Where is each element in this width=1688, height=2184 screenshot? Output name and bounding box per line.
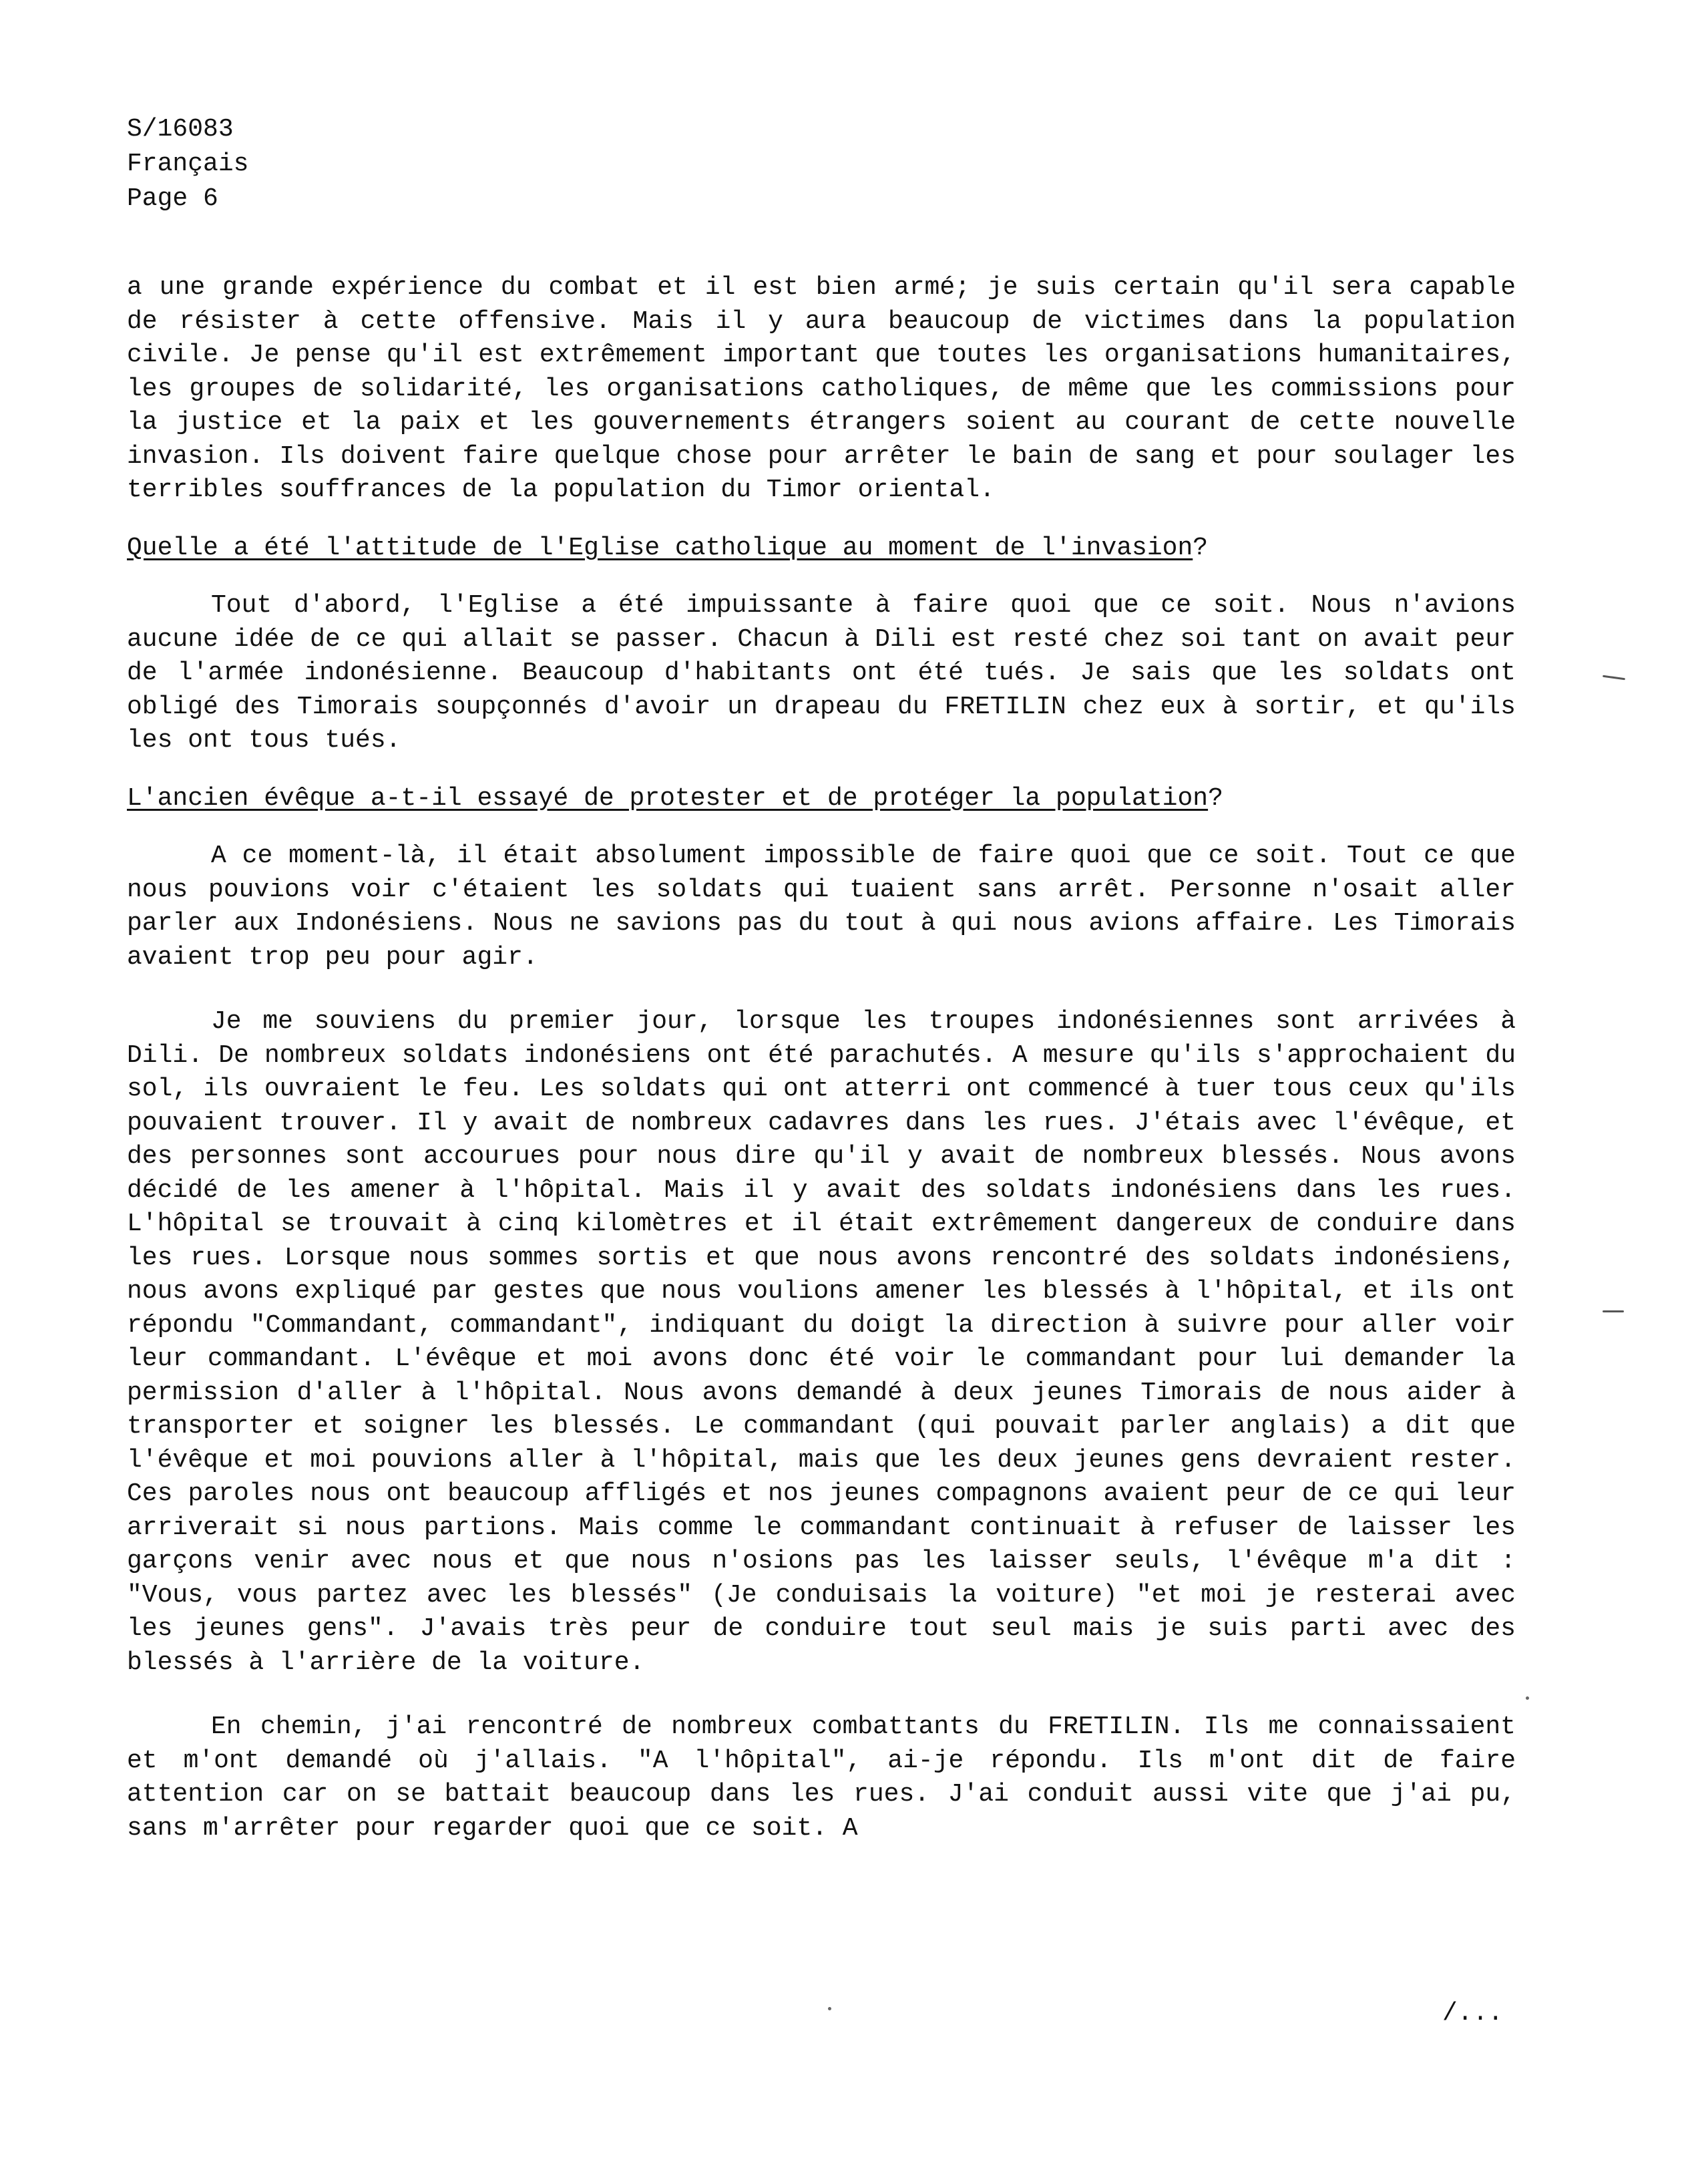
paragraph-2: Tout d'abord, l'Eglise a été impuissante à faire quoi que ce soit. Nous n'avions aucune idée de ce qui allait se passer. Chacun à Dili est resté chez soi tant on avait peur de l'armée indonésienne. Beaucoup d'habitants ont été tués. Je sais que les soldats ont obligé des Timorais soupçonnés d'avoir un drapeau du FRETILIN chez eux à sortir, et qu'ils les ont tous tués. — [127, 591, 1516, 755]
scan-dot — [1526, 1696, 1529, 1700]
document-language: Français — [127, 150, 249, 178]
scan-dot — [828, 2007, 831, 2010]
document-header — [127, 112, 248, 216]
scan-mark — [1603, 675, 1625, 681]
paragraph-3: A ce moment-là, il était absolument impossible de faire quoi que ce soit. Tout ce que nous pouvions voir c'étaient les soldats qui tuaient sans arrêt. Personne n'osait aller parler aux Indonésiens. Nous ne savions pas du tout à qui nous avions affaire. Les Timorais avaient trop peu pour agir. — [127, 842, 1516, 972]
question-1-mark: ? — [1193, 533, 1209, 562]
paragraph-1: a une grande expérience du combat et il est bien armé; je suis certain qu'il sera capable de résister à cette offensive. Mais il y aura beaucoup de victimes dans la population civile. Je pense qu'il est extrêmement important que toutes les organisations humanitaires, les groupes de solidarité, les organisations catholiques, de même que les commissions pour la justice et la paix et les gouvernements étrangers soient au courant de cette nouvelle invasion. Ils doivent faire quelque chose pour arrêter le bain de sang et pour soulager les terribles souffrances de la population du Timor oriental. — [127, 273, 1516, 504]
page-number: Page 6 — [127, 184, 218, 213]
paragraph-5: En chemin, j'ai rencontré de nombreux combattants du FRETILIN. Ils me connaissaient et m'ont demandé où j'allais. "A l'hôpital", ai-je répondu. Ils m'ont dit de faire attention car on se battait beaucoup dans les rues. J'ai conduit aussi vite que j'ai pu, sans m'arrêter pour regarder quoi que ce soit. A — [127, 1712, 1516, 1843]
question-2-text: L'ancien évêque a-t-il essayé de protester et de protéger la population — [127, 783, 1209, 813]
continued-marker: /... — [1442, 1999, 1504, 2028]
question-1-text: Quelle a été l'attitude de l'Eglise catholique au moment de l'invasion — [127, 533, 1193, 562]
question-2 — [127, 782, 1516, 816]
question-1 — [127, 532, 1516, 566]
scan-mark — [1603, 1310, 1624, 1312]
question-2-mark: ? — [1208, 783, 1223, 813]
document-body — [127, 271, 1516, 1845]
paragraph-4: Je me souviens du premier jour, lorsque les troupes indonésiennes sont arrivées à Dili. De nombreux soldats indonésiens ont été parachutés. A mesure qu'ils s'approchaient du sol, ils ouvraient le feu. Les soldats qui ont atterri ont commencé à tuer tous ceux qu'ils pouvaient trouver. Il y avait de nombreux cadavres dans les rues. J'étais avec l'évêque, et des personnes sont accourues pour nous dire qu'il y avait de nombreux blessés. Nous avons décidé de les amener à l'hôpital. Mais il y avait des soldats indonésiens dans les rues. L'hôpital se trouvait à cinq kilomètres et il était extrêmement dangereux de conduire dans les rues. Lorsque nous sommes sortis et que nous avons rencontré des soldats indonésiens, nous avons expliqué par gestes que nous voulions amener les blessés à l'hôpital, et ils ont répondu "Commandant, commandant", indiquant du doigt la direction à suivre pour aller voir leur commandant. L'évêque et moi avons donc été voir le commandant pour lui demander la permission d'aller à l'hôpital. Nous avons demandé à deux jeunes Timorais de nous aider à transporter et soigner les blessés. Le commandant (qui pouvait parler anglais) a dit que l'évêque et moi pouvions aller à l'hôpital, mais que les deux jeunes gens devraient rester. Ces paroles nous ont beaucoup affligés et nos jeunes compagnons avaient peur de ce qui leur arriverait si nous partions. Mais comme le commandant continuait à refuser de laisser les garçons venir avec nous et que nous n'osions pas les laisser seuls, l'évêque m'a dit : "Vous, vous partez avec les blessés" (Je conduisais la voiture) "et moi je resterai avec les jeunes gens". J'avais très peur de conduire tout seul mais je suis parti avec des blessés à l'arrière de la voiture. — [127, 1007, 1516, 1677]
document-symbol: S/16083 — [127, 115, 234, 144]
